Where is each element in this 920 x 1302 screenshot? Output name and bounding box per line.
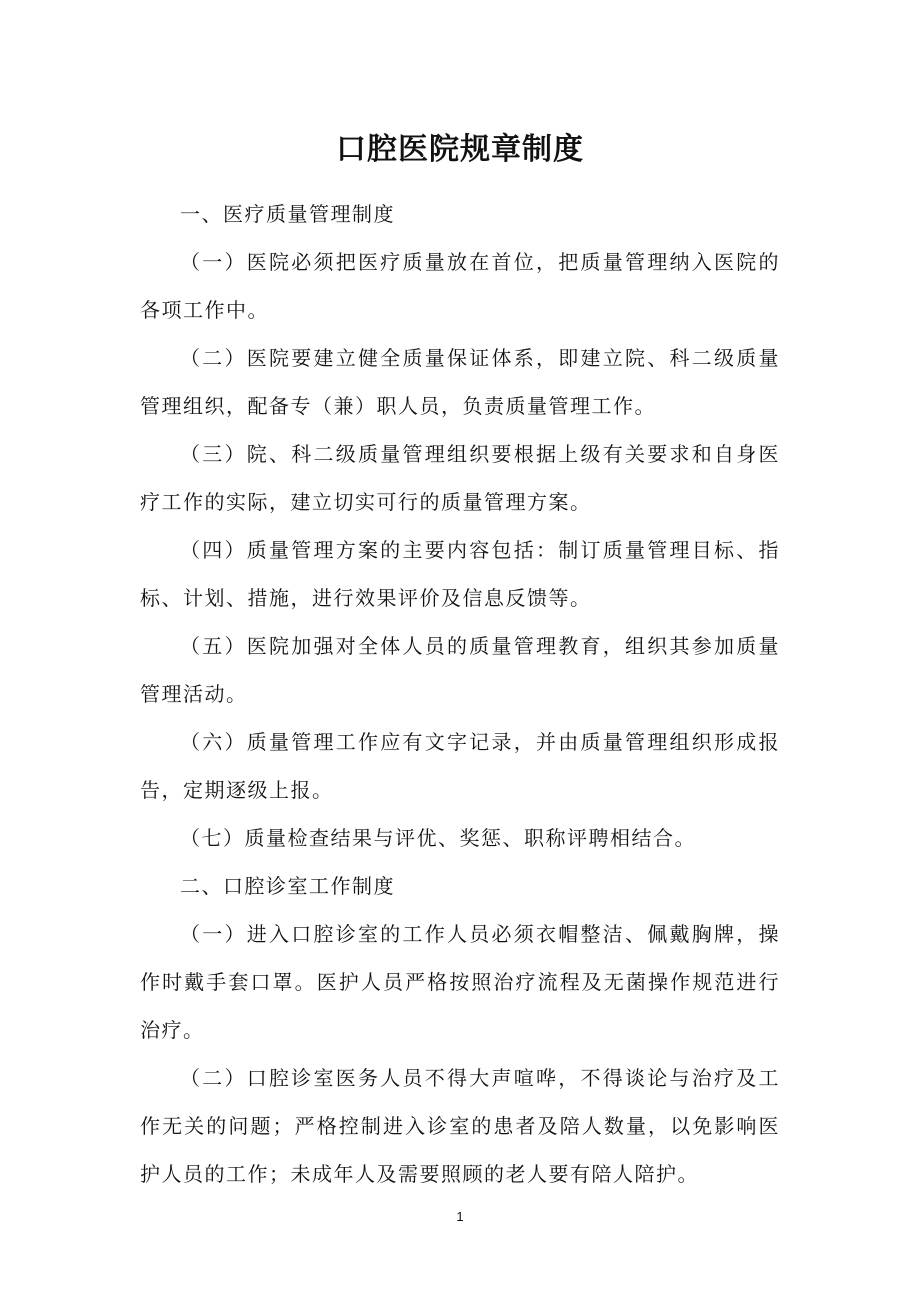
section-heading-1: 一、医疗质量管理制度 [180, 202, 395, 226]
page-number: 1 [456, 1209, 464, 1224]
paragraph: （四）质量管理方案的主要内容包括：制订质量管理目标、指标、计划、措施，进行效果评价及信息反馈等。 [140, 538, 780, 610]
section-heading-2: 二、口腔诊室工作制度 [180, 874, 395, 898]
paragraph: （二）口腔诊室医务人员不得大声喧哗，不得谈论与治疗及工作无关的问题；严格控制进入诊室的患者及陪人数量，以免影响医护人员的工作；未成年人及需要照顾的老人要有陪人陪护。 [140, 1066, 780, 1186]
paragraph: （二）医院要建立健全质量保证体系，即建立院、科二级质量管理组织，配备专（兼）职人员，负责质量管理工作。 [140, 346, 780, 418]
paragraph: （七）质量检查结果与评优、奖惩、职称评聘相结合。 [180, 826, 696, 850]
paragraph: （六）质量管理工作应有文字记录，并由质量管理组织形成报告，定期逐级上报。 [140, 730, 780, 802]
paragraph: （一）医院必须把医疗质量放在首位，把质量管理纳入医院的各项工作中。 [140, 250, 780, 322]
paragraph: （五）医院加强对全体人员的质量管理教育，组织其参加质量管理活动。 [140, 634, 780, 706]
document-title: 口腔医院规章制度 [336, 132, 584, 167]
document-body [140, 190, 780, 1198]
paragraph: （一）进入口腔诊室的工作人员必须衣帽整洁、佩戴胸牌，操作时戴手套口罩。医护人员严格按照治疗流程及无菌操作规范进行治疗。 [140, 922, 780, 1042]
paragraph: （三）院、科二级质量管理组织要根据上级有关要求和自身医疗工作的实际，建立切实可行的质量管理方案。 [140, 442, 780, 514]
